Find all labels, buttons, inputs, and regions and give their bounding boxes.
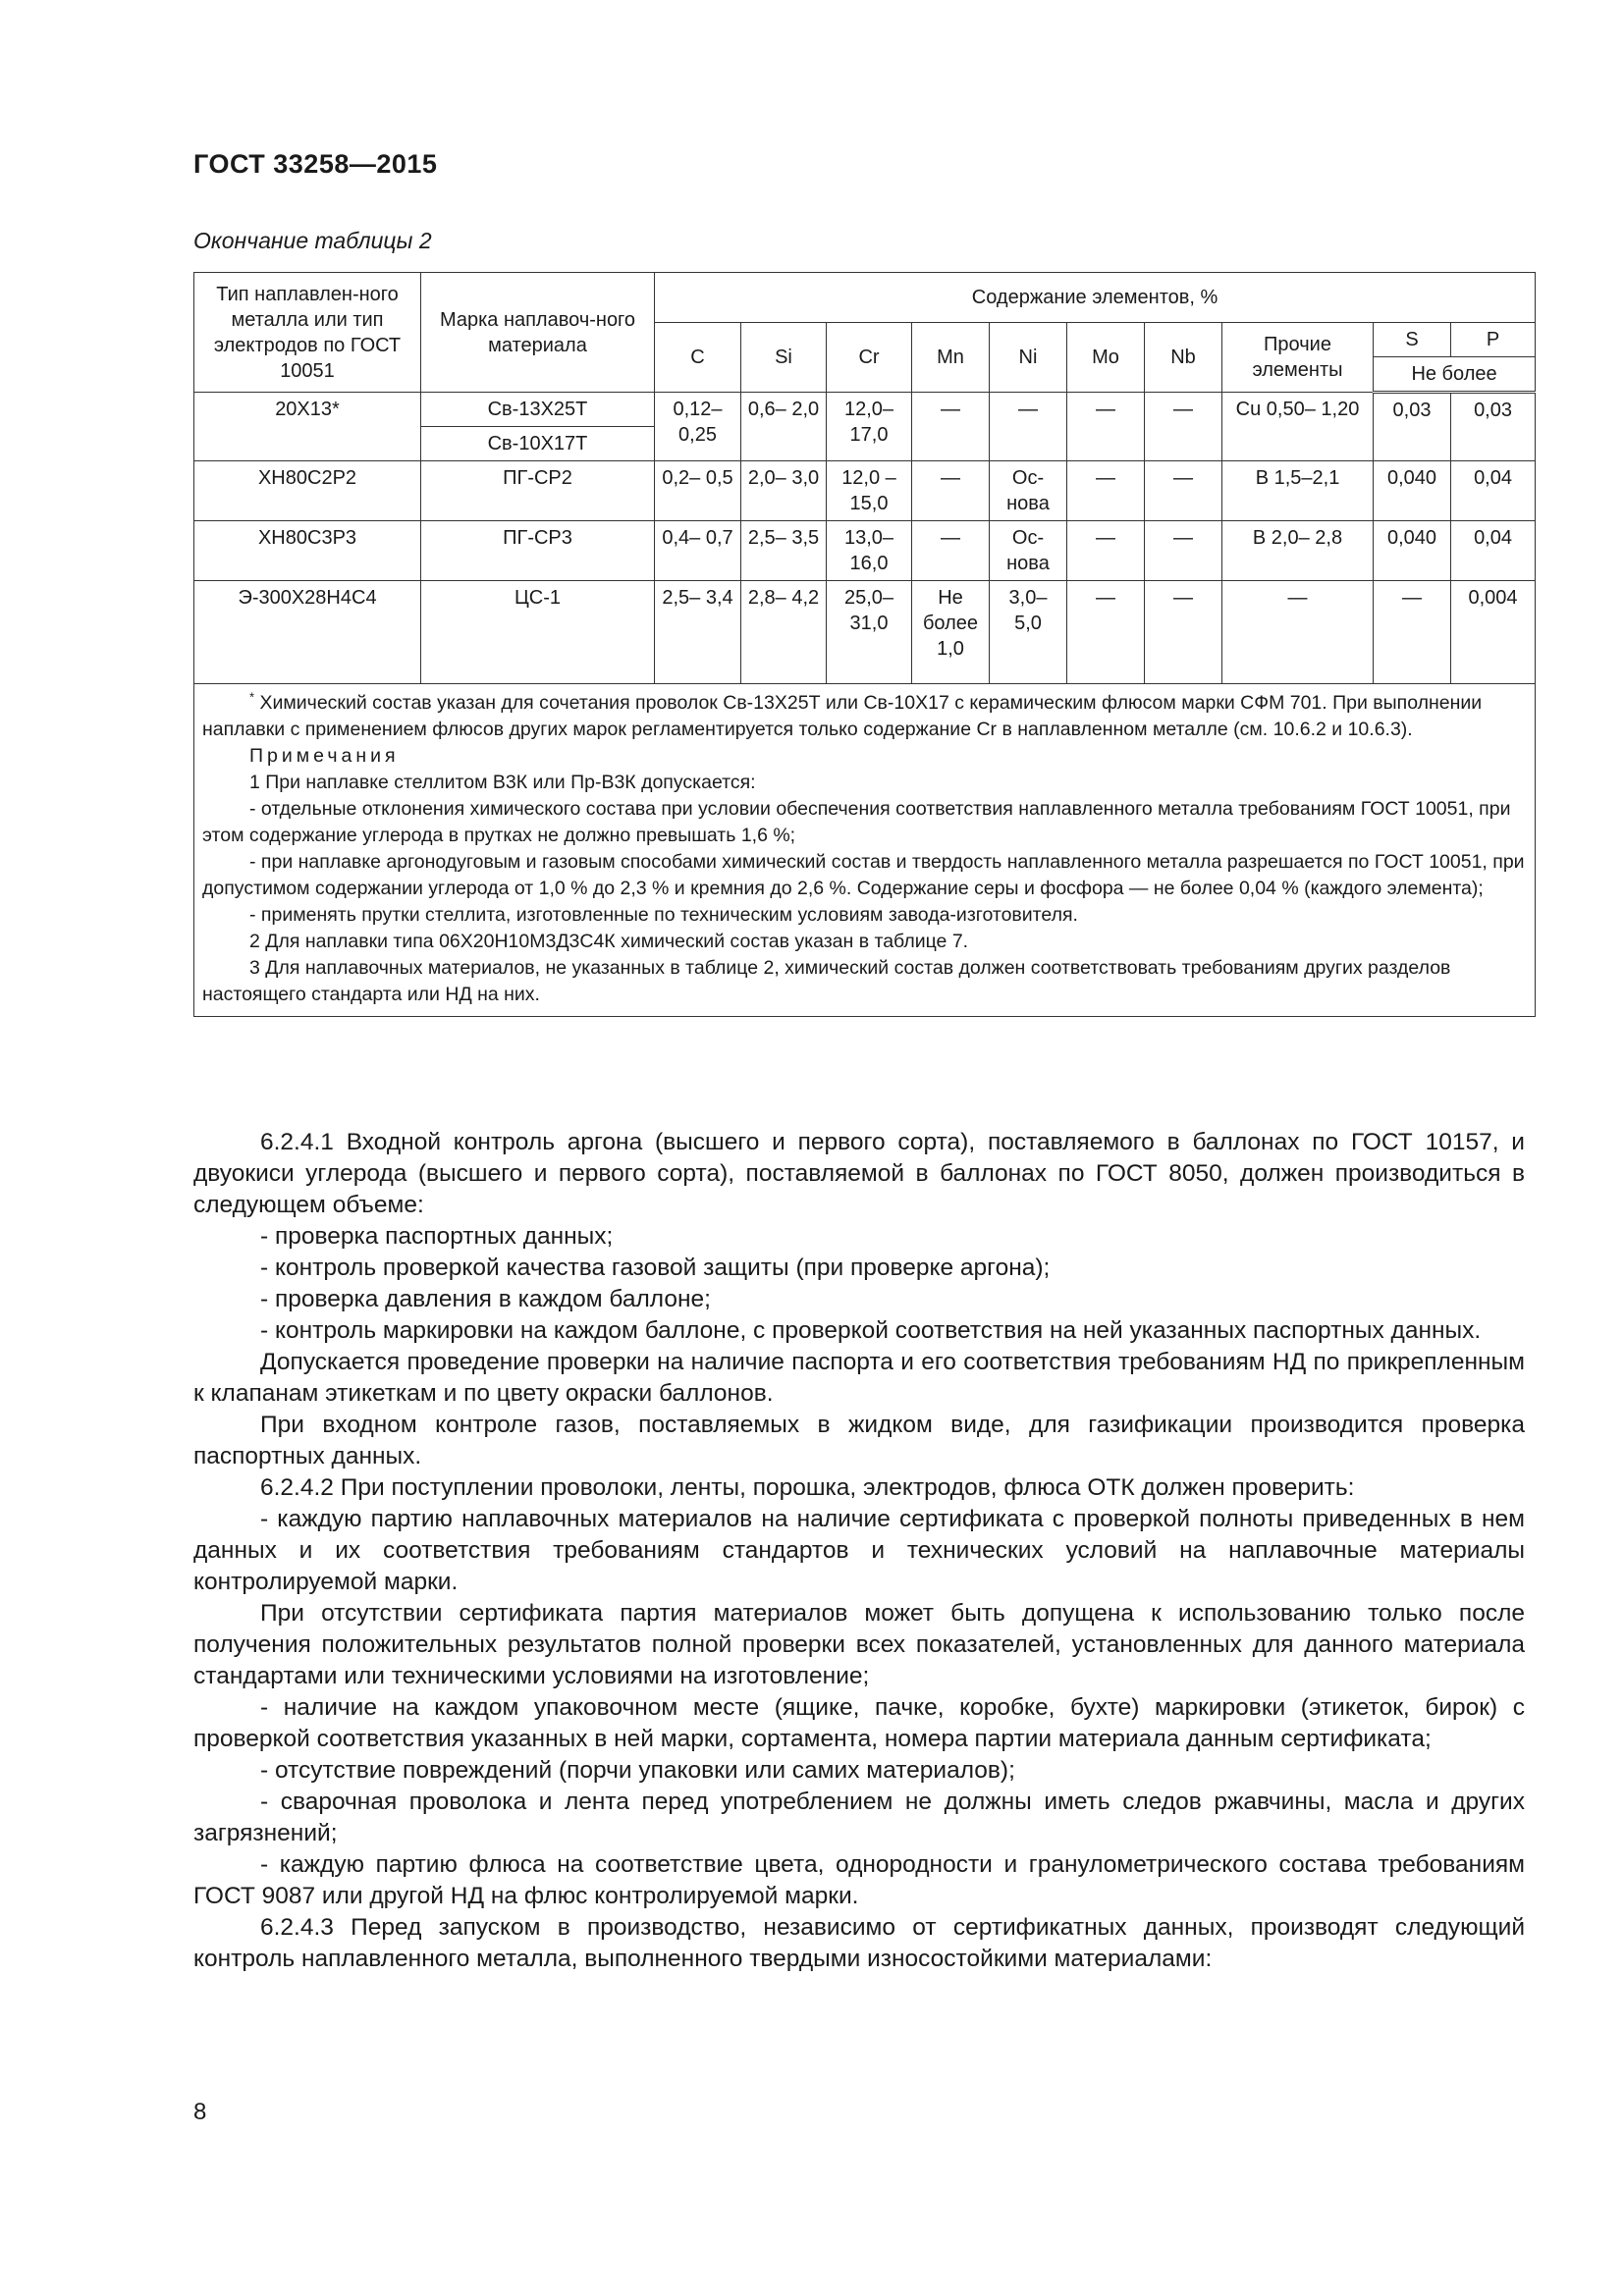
table-row [194, 461, 1536, 521]
header-mo: Mo [1067, 323, 1145, 393]
cell-brand: ПГ-СР2 [421, 461, 655, 521]
note-1b: - при наплавке аргонодуговым и газовым способами химический состав и твердость наплавленного металла разрешается по ГОСТ 10051, при допустимом содержании углерода от 1,0 % до 2,3 % и кремния до 2,6 %. Содержание серы и фосфора — не более 0,04 % (каждого элемента); [202, 851, 1525, 899]
paragraph: - проверка давления в каждом баллоне; [260, 1286, 711, 1312]
note-2: 2 Для наплавки типа 06Х20Н10М3Д3С4К химический состав указан в таблице 7. [249, 931, 969, 952]
note-1c: - применять прутки стеллита, изготовленные по техническим условиям завода-изготовителя. [249, 904, 1078, 926]
cell-c: 2,5– 3,4 [655, 581, 741, 684]
cell-nb: — [1145, 581, 1222, 684]
header-content-group: Содержание элементов, % [655, 273, 1536, 323]
cell-cr: 12,0 – 15,0 [827, 461, 912, 521]
page-number: 8 [193, 2099, 207, 2125]
paragraph: - отсутствие повреждений (порчи упаковки или самих материалов); [260, 1757, 1015, 1784]
cell-s: 0,040 [1374, 521, 1451, 581]
cell-s: 0,03 [1374, 393, 1451, 461]
cell-cr: 13,0– 16,0 [827, 521, 912, 581]
note-1: 1 При наплавке стеллитом В3К или Пр-В3К допускается: [249, 772, 756, 793]
header-mn: Mn [912, 323, 990, 393]
paragraph: - каждую партию наплавочных материалов на наличие сертификата с проверкой полноты приведенных в нем данных и их соответствия требованиям стандартов и технических условий на наплавочные материалы контролируемой марки. [193, 1506, 1525, 1595]
cell-mn: Не более 1,0 [912, 581, 990, 684]
cell-c: 0,12– 0,25 [655, 393, 741, 461]
cell-brand [421, 393, 655, 461]
notes-heading: Примечания [249, 745, 400, 767]
composition-table [193, 272, 1536, 1017]
cell-other: В 2,0– 2,8 [1222, 521, 1374, 581]
cell-p: 0,04 [1451, 521, 1536, 581]
cell-type: Э-300Х28Н4С4 [194, 581, 421, 684]
cell-mo: — [1067, 461, 1145, 521]
header-nb: Nb [1145, 323, 1222, 393]
header-s: S [1374, 323, 1451, 357]
footnote-text: Химический состав указан для сочетания проволок Св-13Х25Т или Св-10Х17 с керамическим флюсом марки СФМ 701. При выполнении наплавки с применением флюсов других марок регламентируется только содержание Cr в наплавленном металле (см. 10.6.2 и 10.6.3). [202, 692, 1483, 740]
paragraph: - контроль маркировки на каждом баллоне, с проверкой соответствия на ней указанных паспортных данных. [260, 1317, 1482, 1344]
table-footnote [202, 690, 1527, 743]
table-notes-row [194, 684, 1536, 1017]
cell-si: 2,0– 3,0 [741, 461, 827, 521]
paragraph: - наличие на каждом упаковочном месте (ящике, пачке, коробке, бухте) маркировки (этикеток, бирок) с проверкой соответствия указанных в ней марки, сортамента, номера партии материала данным сертификата; [193, 1694, 1525, 1752]
cell-other: В 1,5–2,1 [1222, 461, 1374, 521]
table-caption: Окончание таблицы 2 [193, 228, 432, 253]
header-cr: Cr [827, 323, 912, 393]
cell-ni: Ос- нова [990, 461, 1067, 521]
cell-nb: — [1145, 393, 1222, 461]
table-row [194, 393, 1536, 461]
cell-cr: 25,0– 31,0 [827, 581, 912, 684]
header-type: Тип наплавлен-ного металла или тип электродов по ГОСТ 10051 [194, 273, 421, 393]
cell-mo: — [1067, 581, 1145, 684]
paragraph: При входном контроле газов, поставляемых в жидком виде, для газификации производится проверка паспортных данных. [193, 1412, 1525, 1469]
header-ni: Ni [990, 323, 1067, 393]
cell-mn: — [912, 521, 990, 581]
cell-p: 0,04 [1451, 461, 1536, 521]
paragraph: - проверка паспортных данных; [260, 1223, 614, 1250]
cell-s: — [1374, 581, 1451, 684]
paragraph: - каждую партию флюса на соответствие цвета, однородности и гранулометрического состава требованиям ГОСТ 9087 или другой НД на флюс контролируемой марки. [193, 1851, 1525, 1909]
cell-c: 0,2– 0,5 [655, 461, 741, 521]
cell-ni: — [990, 393, 1067, 461]
header-c: C [655, 323, 741, 393]
cell-brand-2: Св-10Х17Т [487, 433, 588, 454]
cell-other: — [1222, 581, 1374, 684]
cell-other: Cu 0,50– 1,20 [1222, 393, 1374, 461]
table-row [194, 521, 1536, 581]
body-text [193, 1127, 1525, 1975]
header-si: Si [741, 323, 827, 393]
cell-ni: Ос- нова [990, 521, 1067, 581]
paragraph: При отсутствии сертификата партия материалов может быть допущена к использованию только после получения положительных результатов полной проверки всех показателей, установленных для данного материала стандартами или техническими условиями на изготовление; [193, 1600, 1525, 1689]
cell-brand-1: Св-13Х25Т [421, 393, 654, 427]
cell-ni: 3,0– 5,0 [990, 581, 1067, 684]
cell-p: 0,004 [1451, 581, 1536, 684]
paragraph: 6.2.4.2 При поступлении проволоки, ленты, порошка, электродов, флюса ОТК должен проверить: [260, 1474, 1355, 1501]
cell-mn: — [912, 393, 990, 461]
header-p: P [1451, 323, 1536, 357]
cell-si: 2,8– 4,2 [741, 581, 827, 684]
cell-type: ХН80С2Р2 [194, 461, 421, 521]
cell-nb: — [1145, 521, 1222, 581]
paragraph: - контроль проверкой качества газовой защиты (при проверке аргона); [260, 1255, 1051, 1281]
paragraph: 6.2.4.1 Входной контроль аргона (высшего и первого сорта), поставляемого в баллонах по ГОСТ 10157, и двуокиси углерода (высшего и первого сорта), поставляемой в баллонах по ГОСТ 8050, должен производиться в следующем объеме: [193, 1129, 1525, 1218]
cell-type: 20Х13* [194, 393, 421, 461]
paragraph: Допускается проведение проверки на наличие паспорта и его соответствия требованиям НД по прикрепленным к клапанам этикеткам и по цвету окраски баллонов. [193, 1349, 1525, 1407]
cell-nb: — [1145, 461, 1222, 521]
paragraph: - сварочная проволока и лента перед употреблением не должны иметь следов ржавчины, масла и других загрязнений; [193, 1789, 1525, 1846]
note-1a: - отдельные отклонения химического состава при условии обеспечения соответствия наплавленного металла требованиям ГОСТ 10051, при этом содержание углерода в прутках не должно превышать 1,6 %; [202, 798, 1511, 846]
cell-p: 0,03 [1451, 393, 1536, 461]
cell-brand: ЦС-1 [421, 581, 655, 684]
cell-c: 0,4– 0,7 [655, 521, 741, 581]
cell-mo: — [1067, 521, 1145, 581]
footnote-mark: * [249, 689, 255, 705]
cell-s: 0,040 [1374, 461, 1451, 521]
cell-type: ХН80С3Р3 [194, 521, 421, 581]
cell-brand: ПГ-СР3 [421, 521, 655, 581]
header-brand: Марка наплавоч-ного материала [421, 273, 655, 393]
cell-si: 2,5– 3,5 [741, 521, 827, 581]
header-other: Прочие элементы [1222, 323, 1374, 393]
cell-mo: — [1067, 393, 1145, 461]
header-max: Не более [1374, 357, 1536, 393]
note-3: 3 Для наплавочных материалов, не указанных в таблице 2, химический состав должен соответствовать требованиям других разделов настоящего стандарта или НД на них. [202, 957, 1451, 1005]
cell-mn: — [912, 461, 990, 521]
table-notes [194, 684, 1536, 1017]
paragraph: 6.2.4.3 Перед запуском в производство, независимо от сертификатных данных, производят следующий контроль наплавленного металла, выполненного твердыми износостойкими материалами: [193, 1914, 1525, 1972]
cell-cr: 12,0– 17,0 [827, 393, 912, 461]
cell-si: 0,6– 2,0 [741, 393, 827, 461]
document-header: ГОСТ 33258—2015 [193, 149, 438, 179]
table-row [194, 581, 1536, 684]
